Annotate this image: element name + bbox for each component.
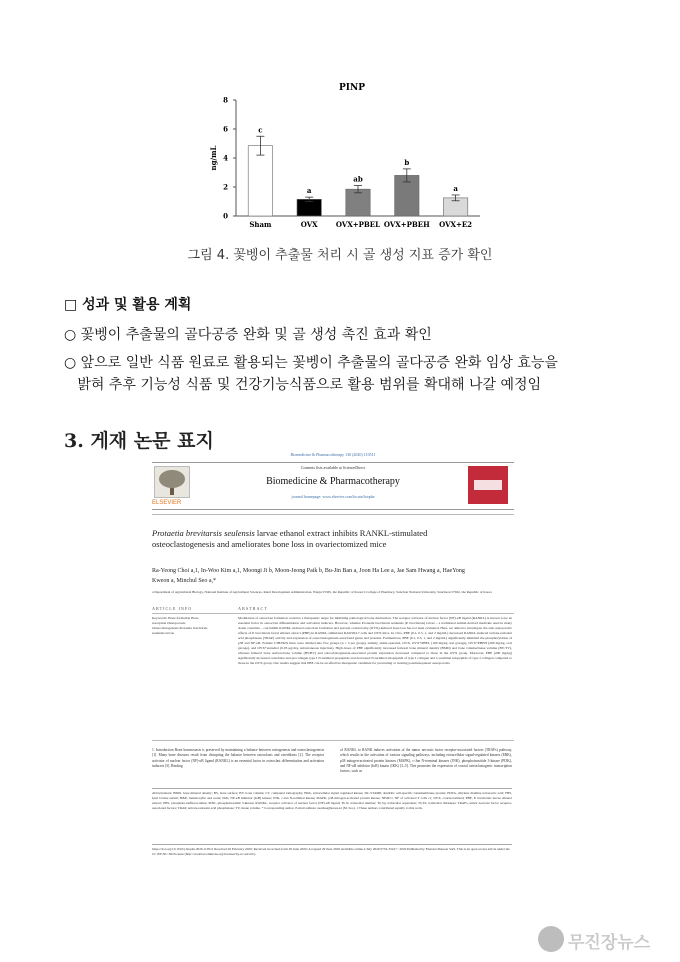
significance-letter: ab bbox=[353, 174, 363, 184]
paper-title-rest: larvae ethanol extract inhibits RANKL-stimulated osteoclastogenesis and ameliorates bone loss in ovariectomized mice bbox=[152, 528, 428, 549]
watermark-logo-icon bbox=[538, 926, 564, 952]
paper-cover-image bbox=[148, 452, 518, 880]
y-tick-label: 2 bbox=[223, 182, 228, 192]
plan-bullet-2-line-1: ○ 앞으로 일반 식품 원료로 활용되는 꽃벵이 추출물의 골다공증 완화 임상 효능을 bbox=[64, 355, 558, 371]
paper-title-species: Protaetia brevitarsis seulensis bbox=[152, 528, 255, 538]
journal-homepage: journal homepage: www.elsevier.com/locate/biopha bbox=[291, 494, 375, 499]
divider bbox=[152, 613, 514, 614]
journal-reference: Biomedicine & Pharmacotherapy 130 (2020) 110511 bbox=[290, 452, 376, 457]
chart-title: PINP bbox=[339, 83, 365, 93]
abbreviations: Abbreviations: BMD, bone mineral density; BS, bone surface; BV, bone volume; CT, computed tomography; ERK, extracellular signal regulated kinase; DC-STAMP, dendritic cell-specific transmembrane protein; EDTA, ethylene diamine tetraacetic acid; FBS, fetal bovine serum; H&E, hematoxylin and eosin; IKK, NF-κB inhibitor (IκB) kinase; JNK, c-Jun N-terminal kinase; MAPK, p38 mitogen-activated protein kinase; NFATc1, NF of activated T cells c1; OVX, ovariectomized; PBE, P. brevitarsis larvae ethanol extract; PBS, phosphate-buffered saline; PI3K, phosphoinositide 3-kinase; RANKL, receptor activator of nuclear factor (NF)-κB ligand; Tb.N, trabecular number; Tb.Sp, trabecular separation; Tb.Th, trabecular thickness; TRAFs, tumor necrosis factor receptor-associated factors; TRAP, tartrate-resistant acid phosphatase; TV, tissue volume. * Corresponding author. E-mail address: suamsu@korea.kr (M. Seo). 1 These authors contributed equally to this work. bbox=[152, 788, 512, 811]
article-info-header: ARTICLE INFO bbox=[152, 606, 193, 611]
plan-bullet-2 bbox=[64, 352, 624, 396]
contents-line: Contents lists available at ScienceDirect bbox=[300, 465, 366, 470]
y-tick-label: 6 bbox=[223, 124, 228, 134]
significance-letter: a bbox=[306, 186, 312, 196]
bar-sham bbox=[248, 146, 272, 216]
divider bbox=[152, 740, 514, 741]
x-category-label: Sham bbox=[249, 220, 272, 229]
plan-heading: □ 성과 및 활용 계획 bbox=[64, 297, 192, 313]
plan-bullet-2-line-2: 밝혀 추후 기능성 식품 및 건강기능식품으로 활용 범위를 확대해 나갈 예정임 bbox=[64, 377, 542, 393]
significance-letter: c bbox=[258, 125, 263, 135]
figure-caption: 그림 4. 꽃벵이 추출물 처리 시 골 생성 지표 증가 확인 bbox=[187, 248, 493, 263]
section-title: 3. 게재 논문 표지 bbox=[64, 430, 214, 452]
abstract-text: Modulation of osteoclast formation could be a therapeutic target for inhibiting pathological bone destruction. The receptor activator of nuclear factor (NF)-κB ligand (RANKL) is known to be an essential factor in osteoclast differentiation and activation inducers. However, whether Protaetia brevitarsis seulensis (P. brevitarsis) larvae – a traditional animal-derived medicine used in many Asian countries – can inhibit RANKL-induced osteoclast formation and prevent ovariectomy (OVX)-induced bone loss has not been evaluated. Here, we aimed to investigate the anti-osteoporotic effects of P. brevitarsis larval ethanol extract (PBE) in RANKL-stimulated RAW264.7 cells and OVX mice. In vitro, PBE (0.1, 0.5, 1, and 2 mg/mL) decreased RANKL-induced tartrate-resistant acid phosphatase (TRAP) activity and expression of osteoclastogenesis-associated genes and proteins. Furthermore, PBE (0.1, 0.5, 1, and 2 mg/mL) significantly inhibited the phosphorylation of p38 and NF-κB. Female C3H/HeN mice were divided into five groups (n = 5 per group), namely, sham-operated, OVX, OVX+PBEL (100 mg/kg oral gavage), OVX+PBEH (200 mg/kg, oral gavage), and OVX+estradiol (0.03 μg/day, subcutaneous injection). High doses of PBE significantly increased femoral bone mineral density (BMD) and bone volume/tissue volume (BV/TV), whereas femoral bone surface/bone volume (BS/BV) and osteoclastogenesis-associated protein expression decreased compared to those in the OVX group. Moreover, PBE (200 mg/kg) significantly increased osteoblast and procollagen type I N-terminal propeptide and decreased N-terminal telopeptide of type I collagen and C-terminal telopeptide of type I collagen compared to those in the OVX group. Our results suggest that PBE can be an effective therapeutic candidate for preventing or treating postmenopausal osteoporosis. bbox=[238, 616, 512, 665]
y-tick-label: 0 bbox=[223, 211, 228, 221]
significance-letter: a bbox=[453, 183, 458, 193]
divider bbox=[152, 514, 514, 515]
x-category-label: OVX+PBEH bbox=[383, 220, 430, 229]
publisher-name: ELSEVIER bbox=[152, 500, 182, 506]
keywords: Keywords: Bone formation Bone resorption Osteoporosis Osteoclastogenesis Protaetia brevitarsis seulensis larvae bbox=[152, 616, 208, 635]
watermark-text: 무진장뉴스 bbox=[568, 933, 651, 953]
x-category-label: OVX+E2 bbox=[439, 220, 473, 229]
y-tick-label: 4 bbox=[223, 153, 228, 163]
paper-title bbox=[152, 528, 482, 550]
plan-bullet-1: ○ 꽃벵이 추출물의 골다공증 완화 및 골 생성 촉진 효과 확인 bbox=[64, 327, 432, 343]
news-watermark bbox=[538, 924, 676, 954]
x-category-label: OVX+PBEL bbox=[335, 220, 381, 229]
article-footer: https://doi.org/10.1016/j.biopha.2020.110511 Received 26 February 2020; Received in revised form 29 June 2020; Accepted 29 June 2020 Available online 4 July 2020 0753-3322/© 2020 Published by Elsevier Masson SAS. This is an open access article under the CC BY-NC-ND license (http://creativecommons.org/licenses/by-nc-nd/4.0/). bbox=[152, 844, 512, 857]
elsevier-tree-logo bbox=[154, 466, 190, 498]
significance-letter: b bbox=[404, 157, 410, 167]
y-tick-label: 8 bbox=[223, 95, 228, 105]
intro-column-2: of RANKL to RANK induces activation of the tumor necrosis factor receptor-associated factors (TRAFs) pathway, which results in the activation of various signaling pathways, including extracellular signal-regulated kinases (ERK), p38 mitogen-activated protein kinases (MAPK), c-Jun N-terminal kinases (JNK), phosphoinositide 3-kinase (PI3K), and NF-κB inhibitor (IκB) kinase (IKK) [3–5]. This promotes the expression of crucial osteoclastogenic transcription factors, such as bbox=[340, 748, 512, 774]
y-axis-label: ng/mL bbox=[209, 145, 218, 171]
abstract-header: ABSTRACT bbox=[238, 606, 268, 611]
intro-column-1: 1. Introduction Bone homeostasis is preserved by maintaining a balance between osteogenesis and osteoclastogenesis [1]. Many bone diseases result from disrupting the balance between osteoclasts and osteoblasts [2]. The receptor activator of nuclear factor (NF)-κB ligand (RANKL) is an essential factor in osteoclast differentiation and activation inducers [3]. Binding bbox=[152, 748, 324, 768]
x-category-label: OVX bbox=[300, 220, 318, 229]
journal-name: Biomedicine & Pharmacotherapy bbox=[266, 476, 400, 487]
paper-authors: Ra-Yeong Choi a,1, In-Woo Kim a,1, Moongi Ji b, Moon-Jeong Paik b, Bu-Jin Ban a, Joon Ha Lee a, Jae Sam Hwang a, HaeYong Kweon a, Minchul Seo a,* bbox=[152, 568, 465, 584]
paper-affiliations: a Department of Agricultural Biology, National Institute of Agricultural Sciences, Rural Development Administration, Wanju 55365, the Republic of Korea b College of Pharmacy, Sunchon National University, Suncheon 57922, the Republic of Korea bbox=[152, 590, 492, 594]
journal-cover-thumbnail bbox=[468, 466, 508, 504]
pinp-bar-chart bbox=[190, 76, 490, 236]
